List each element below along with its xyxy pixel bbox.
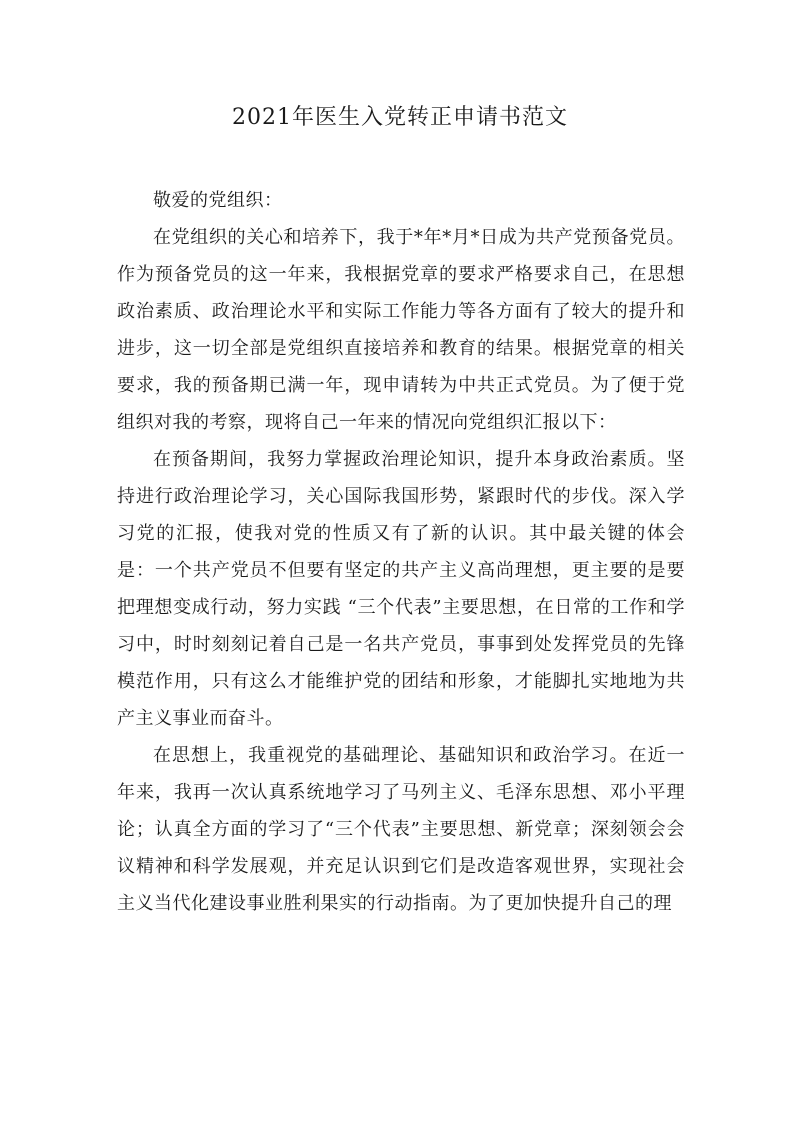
salutation: 敬爱的党组织： — [153, 190, 283, 211]
paragraph-1: 在党组织的关心和培养下，我于*年*月*日成为共产党预备党员。作为预备党员的这一年来，我根据党章的要求严格要求自己，在思想政治素质、政治理论水平和实际工作能力等各方面有了较大的提升和进步，这一切全部是党组织直接培养和教育的结果。根据党章的相关要求，我的预备期已满一年，现申请转为中共正式党员。为了便于党组织对我的考察，现将自己一年来的情况向党组织汇报以下： — [117, 227, 685, 433]
document-body — [117, 182, 685, 922]
document-title: 2021年医生入党转正申请书范文 — [232, 105, 568, 130]
paragraph-2: 在预备期间，我努力掌握政治理论知识，提升本身政治素质。坚持进行政治理论学习，关心国际我国形势，紧跟时代的步伐。深入学习党的汇报，使我对党的性质又有了新的认识。其中最关键的体会是：一个共产党员不但要有坚定的共产主义高尚理想，更主要的是要把理想变成行动，努力实践 “三个代表”主要思想，在日常的工作和学习中，时时刻刻记着自己是一名共产党员，事事到处发挥党员的先锋模范作用，只有这么才能维护党的团结和形象，才能脚扎实地地为共产主义事业而奋斗。 — [117, 449, 685, 729]
paragraph-3: 在思想上，我重视党的基础理论、基础知识和政治学习。在近一年来，我再一次认真系统地学习了马列主义、毛泽东思想、邓小平理论；认真全方面的学习了“三个代表”主要思想、新党章；深刻领会会议精神和科学发展观，并充足认识到它们是改造客观世界，实现社会主义当代化建设事业胜利果实的行动指南。为了更加快提升自己的理 — [117, 745, 685, 914]
